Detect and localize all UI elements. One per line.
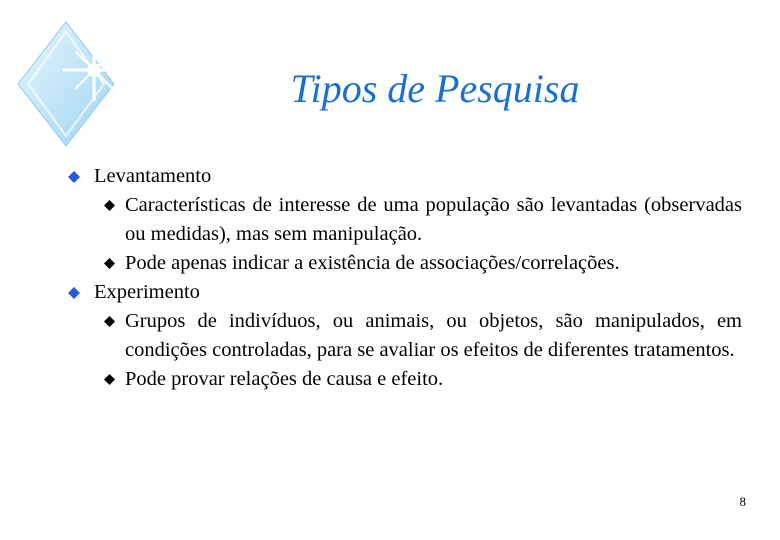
bullet-item-experimento <box>60 278 742 307</box>
sub-bullet-item <box>60 191 742 249</box>
bullet-item-levantamento <box>60 162 742 191</box>
diamond-bullet-icon <box>68 287 80 299</box>
diamond-bullet-icon <box>104 200 115 211</box>
sub-bullet-text: Grupos de indivíduos, ou animais, ou objetos, são manipulados, em condições controladas, para se avaliar os efeitos de diferentes tratamentos. <box>125 310 742 361</box>
diamond-bullet-icon <box>104 316 115 327</box>
diamond-bullet-icon <box>68 171 80 183</box>
sub-bullet-item <box>60 365 742 394</box>
sub-bullet-text: Características de interesse de uma população são levantadas (observadas ou medidas), mas sem manipulação. <box>125 194 742 245</box>
diamond-star-logo <box>14 18 124 153</box>
sub-bullet-text: Pode apenas indicar a existência de associações/correlações. <box>125 252 620 274</box>
sub-bullet-item <box>60 249 742 278</box>
page-number: 8 <box>739 494 746 509</box>
sub-bullet-item <box>60 307 742 365</box>
slide-title: Tipos de Pesquisa <box>290 66 580 111</box>
bullet-label: Experimento <box>94 281 200 303</box>
diamond-bullet-icon <box>104 258 115 269</box>
diamond-bullet-icon <box>104 374 115 385</box>
bullet-list <box>60 162 742 394</box>
bullet-label: Levantamento <box>94 165 212 187</box>
sub-bullet-text: Pode provar relações de causa e efeito. <box>125 368 444 390</box>
